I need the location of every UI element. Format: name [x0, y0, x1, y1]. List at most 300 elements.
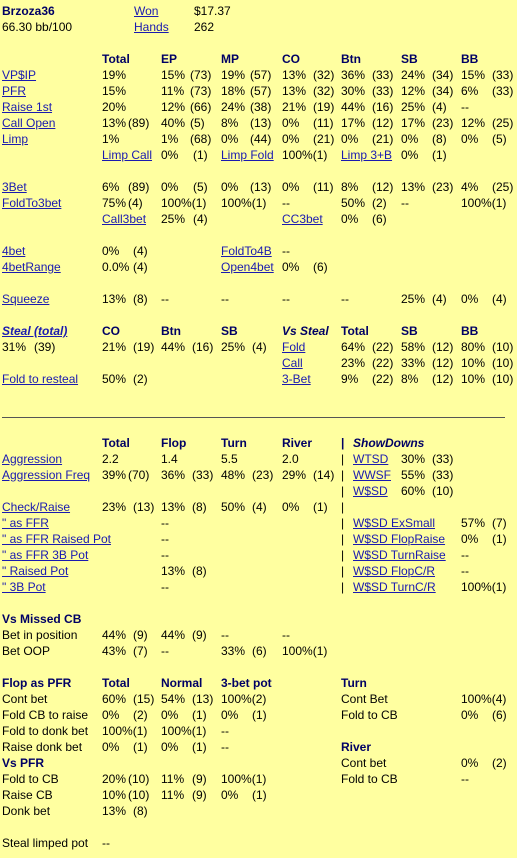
- stat-count: (38): [250, 100, 272, 114]
- stat-value: 17%: [341, 116, 366, 130]
- vs-steal-call-link[interactable]: Call: [282, 356, 303, 370]
- stat-value: 21%: [102, 340, 127, 354]
- as-ffr-link[interactable]: " as FFR: [2, 516, 49, 530]
- stat-count: (16): [372, 100, 394, 114]
- stat-value: 0%: [282, 180, 300, 194]
- stat-count: (33): [432, 468, 454, 482]
- stat-count: (6): [313, 260, 328, 274]
- stat-value: 0%: [282, 260, 300, 274]
- stat-value: 0.0%: [102, 260, 130, 274]
- stat-count: (22): [372, 356, 394, 370]
- stat-value: 0%: [161, 708, 179, 722]
- stat-count: (10): [492, 372, 514, 386]
- stat-count: (12): [372, 116, 394, 130]
- stat-count: (4): [133, 260, 148, 274]
- stat-value: 0%: [341, 132, 359, 146]
- flop-pfr-col-3bet-pot: 3-bet pot: [221, 676, 272, 690]
- steal-total-link[interactable]: Steal (total): [2, 324, 68, 338]
- stat-value: 0%: [161, 180, 179, 194]
- fold-to-4bet-link[interactable]: FoldTo4B: [221, 244, 272, 258]
- steal-col-sb: SB: [221, 324, 238, 338]
- stat-value: --: [161, 516, 169, 530]
- stat-count: (33): [432, 452, 454, 466]
- stat-count: (21): [313, 132, 335, 146]
- stat-value: 0%: [461, 756, 479, 770]
- stat-value: 13%: [401, 180, 426, 194]
- stat-count: (66): [190, 100, 212, 114]
- stat-value: --: [282, 292, 290, 306]
- stat-count: (32): [313, 68, 335, 82]
- pfr-link[interactable]: PFR: [2, 84, 26, 98]
- raise-first-link[interactable]: Raise 1st: [2, 100, 53, 114]
- stat-count: (33): [372, 84, 394, 98]
- col-header-co: CO: [282, 52, 300, 66]
- stat-count: (10): [128, 788, 150, 802]
- stat-value: --: [102, 836, 110, 850]
- stat-count: (34): [432, 68, 454, 82]
- stat-value: 100%(1): [282, 148, 328, 162]
- column-separator: |: [341, 484, 345, 498]
- stat-value: 100%(1): [221, 196, 267, 210]
- stat-count: (8): [133, 804, 148, 818]
- stat-value: 39%: [102, 468, 127, 482]
- stat-value: 8%: [221, 116, 239, 130]
- call-3bet-link[interactable]: Call3bet: [102, 212, 147, 226]
- showdowns-title: ShowDowns: [353, 436, 425, 450]
- stat-count: (12): [432, 356, 454, 370]
- stat-count: (12): [432, 372, 454, 386]
- stat-value: --: [221, 740, 229, 754]
- stat-value: 10%: [461, 372, 486, 386]
- stat-count: (2): [133, 372, 148, 386]
- stat-value: --: [461, 772, 469, 786]
- stat-value: 0%: [221, 788, 239, 802]
- stat-count: (5): [193, 180, 208, 194]
- stat-value: 15%: [161, 68, 186, 82]
- donk-bet-label: Donk bet: [2, 804, 51, 818]
- stat-value: 33%: [401, 356, 426, 370]
- stat-value: 13%: [282, 84, 307, 98]
- river-title: River: [341, 740, 372, 754]
- stat-value: 4%: [461, 180, 479, 194]
- cont-bet-label: Cont bet: [2, 692, 48, 706]
- stat-count: (8): [192, 500, 207, 514]
- stat-count: (12): [432, 340, 454, 354]
- fourbet-link[interactable]: 4bet: [2, 244, 26, 258]
- stat-value: 12%: [461, 116, 486, 130]
- stat-count: (10): [128, 772, 150, 786]
- stat-value: 80%: [461, 340, 486, 354]
- stat-count: (22): [372, 340, 394, 354]
- stat-count: (13): [133, 500, 155, 514]
- stat-value: 13%: [161, 500, 186, 514]
- stat-value: 0%: [282, 116, 300, 130]
- stat-value: --: [161, 532, 169, 546]
- stat-value: 29%: [282, 468, 307, 482]
- stat-value: 100%(1): [102, 724, 148, 738]
- fold-to-3bet-link[interactable]: FoldTo3bet: [2, 196, 62, 210]
- wwsf-link[interactable]: WWSF: [353, 468, 391, 482]
- stat-count: (1): [252, 708, 267, 722]
- stat-value: 25%: [401, 292, 426, 306]
- stat-count: (73): [190, 68, 212, 82]
- stat-count: (11): [313, 116, 334, 130]
- stat-value: 8%: [401, 372, 419, 386]
- stat-count: (9): [192, 628, 207, 642]
- stat-count: (21): [372, 132, 394, 146]
- stat-value: 23%: [341, 356, 366, 370]
- stat-count: (8): [432, 132, 447, 146]
- stat-value: 15%: [102, 84, 127, 98]
- wsd-link[interactable]: W$SD: [353, 484, 388, 498]
- stat-count: (9): [192, 788, 207, 802]
- stat-count: (33): [492, 84, 514, 98]
- stat-count: (2): [133, 708, 148, 722]
- vs-pfr-fold-to-cb-label: Fold to CB: [2, 772, 59, 786]
- stat-value: 0%: [161, 740, 179, 754]
- hands-link[interactable]: Hands: [134, 20, 169, 34]
- stat-value: 13%: [102, 292, 127, 306]
- stat-value: 13%: [161, 564, 186, 578]
- stat-count: (73): [190, 84, 212, 98]
- wsd-flopcr-link[interactable]: W$SD FlopC/R: [353, 564, 436, 578]
- stat-value: 9%: [341, 372, 359, 386]
- turn-fold-to-cb-label: Fold to CB: [341, 708, 398, 722]
- call-open-link[interactable]: Call Open: [2, 116, 56, 130]
- stat-count: (13): [250, 180, 272, 194]
- stat-value: 100%(1): [282, 644, 328, 658]
- stat-value: 24%: [401, 68, 426, 82]
- as-ffr-raised-pot-link[interactable]: " as FFR Raised Pot: [2, 532, 111, 546]
- stat-value: 100%(1): [161, 724, 207, 738]
- pf-col-flop: Flop: [161, 436, 187, 450]
- stat-count: (4): [492, 292, 507, 306]
- stat-count: (5): [492, 132, 507, 146]
- stat-value: 0%: [341, 212, 359, 226]
- stat-count: (89): [128, 180, 150, 194]
- stat-value: 21%: [282, 100, 307, 114]
- stat-value: 0%: [461, 708, 479, 722]
- stat-count: (6): [372, 212, 387, 226]
- wsd-flopraise-link[interactable]: W$SD FlopRaise: [353, 532, 446, 546]
- stat-count: (5): [190, 116, 205, 130]
- fourbet-range-link[interactable]: 4betRange: [2, 260, 61, 274]
- stat-count: (4): [432, 100, 447, 114]
- won-link[interactable]: Won: [134, 4, 159, 18]
- stat-value: 2.2: [102, 452, 119, 466]
- stat-value: --: [161, 548, 169, 562]
- stat-count: (2): [372, 196, 387, 210]
- stat-value: 0%: [282, 500, 300, 514]
- stat-value: 0%: [461, 292, 479, 306]
- stat-value: 25%: [401, 100, 426, 114]
- stat-count: (33): [492, 68, 514, 82]
- stat-value: 100%(4): [461, 692, 507, 706]
- stat-count: (10): [432, 484, 454, 498]
- stat-count: (8): [192, 564, 207, 578]
- stat-value: 50%: [341, 196, 366, 210]
- stat-count: (1): [193, 148, 208, 162]
- stat-value: --: [221, 724, 229, 738]
- stat-count: (15): [133, 692, 155, 706]
- vs-pfr-title: Vs PFR: [2, 756, 45, 770]
- stat-value: --: [221, 628, 229, 642]
- stat-value: --: [161, 292, 169, 306]
- col-header-mp: MP: [221, 52, 239, 66]
- bet-oop-label: Bet OOP: [2, 644, 51, 658]
- stat-value: 100%(1): [461, 580, 507, 594]
- col-header-ep: EP: [161, 52, 178, 66]
- stat-count: (32): [313, 84, 335, 98]
- stat-value: 0%: [102, 740, 120, 754]
- threebet-link[interactable]: 3Bet: [2, 180, 27, 194]
- wsd-turncr-link[interactable]: W$SD TurnC/R: [353, 580, 436, 594]
- column-separator: |: [341, 500, 345, 514]
- stat-count: (4): [252, 340, 267, 354]
- flop-pfr-col-total: Total: [102, 676, 130, 690]
- cc-3bet-link[interactable]: CC3bet: [282, 212, 323, 226]
- steal-col-co: CO: [102, 324, 120, 338]
- stat-count: (10): [492, 356, 514, 370]
- col-header-bb: BB: [461, 52, 479, 66]
- won-value: $17.37: [194, 4, 231, 18]
- column-separator: |: [341, 436, 345, 450]
- aggression-link[interactable]: Aggression: [2, 452, 63, 466]
- wsd-turnraise-link[interactable]: W$SD TurnRaise: [353, 548, 446, 562]
- stat-value: 54%: [161, 692, 186, 706]
- as-ffr-3b-pot-link[interactable]: " as FFR 3B Pot: [2, 548, 89, 562]
- stat-value: 13%: [102, 116, 127, 130]
- stat-value: 0%: [221, 180, 239, 194]
- stat-count: (34): [432, 84, 454, 98]
- steal-limped-pot-label: Steal limped pot: [2, 836, 89, 850]
- stat-value: 2.0: [282, 452, 299, 466]
- stat-value: --: [161, 580, 169, 594]
- stat-count: (68): [190, 132, 212, 146]
- stat-value: 11%: [161, 84, 185, 98]
- stat-value: 24%: [221, 100, 246, 114]
- stat-count: (9): [192, 772, 207, 786]
- vs-steal-col-bb: BB: [461, 324, 479, 338]
- vs-steal-3bet-link[interactable]: 3-Bet: [282, 372, 311, 386]
- stat-count: (11): [313, 180, 334, 194]
- flop-as-pfr-title: Flop as PFR: [2, 676, 72, 690]
- column-separator: |: [341, 516, 345, 530]
- vs-steal-title: Vs Steal: [282, 324, 329, 338]
- stat-value: 64%: [341, 340, 366, 354]
- vs-steal-col-sb: SB: [401, 324, 418, 338]
- stat-value: 19%: [221, 68, 246, 82]
- fold-to-donk-bet-label: Fold to donk bet: [2, 724, 89, 738]
- stat-value: --: [161, 644, 169, 658]
- stat-value: 100%(2): [221, 692, 267, 706]
- column-separator: |: [341, 564, 345, 578]
- vs-steal-fold-link[interactable]: Fold: [282, 340, 306, 354]
- pf-col-total: Total: [102, 436, 130, 450]
- stat-count: (1): [192, 740, 207, 754]
- stat-value: 0%: [161, 148, 179, 162]
- stat-value: 0%: [401, 132, 419, 146]
- stat-count: (4): [252, 500, 267, 514]
- fold-to-resteal-link[interactable]: Fold to resteal: [2, 372, 79, 386]
- stat-value: 55%: [401, 468, 426, 482]
- stat-count: (1): [313, 500, 328, 514]
- turn-cont-bet-label: Cont Bet: [341, 692, 388, 706]
- stat-value: 0%: [461, 532, 479, 546]
- stat-value: 5.5: [221, 452, 238, 466]
- river-cont-bet-label: Cont bet: [341, 756, 387, 770]
- stat-value: 20%: [102, 772, 127, 786]
- stat-count: (4): [128, 196, 143, 210]
- stat-value: 44%: [341, 100, 366, 114]
- stat-count: (23): [432, 180, 454, 194]
- stat-value: 10%: [461, 356, 486, 370]
- stat-value: 1.4: [161, 452, 178, 466]
- vs-pfr-raise-cb-label: Raise CB: [2, 788, 53, 802]
- stat-value: 18%: [221, 84, 246, 98]
- pf-col-turn: Turn: [221, 436, 247, 450]
- stat-value: 25%: [221, 340, 246, 354]
- stat-value: --: [461, 100, 469, 114]
- stat-value: --: [221, 292, 229, 306]
- stat-value: 17%: [401, 116, 426, 130]
- wtsd-link[interactable]: WTSD: [353, 452, 389, 466]
- stat-count: (8): [133, 292, 148, 306]
- flop-pfr-col-normal: Normal: [161, 676, 203, 690]
- stat-value: 15%: [461, 68, 486, 82]
- stat-value: 50%: [102, 372, 127, 386]
- three-bet-pot-link[interactable]: " 3B Pot: [2, 580, 46, 594]
- stat-value: 10%: [102, 788, 127, 802]
- stat-value: 1%: [102, 132, 120, 146]
- stat-count: (33): [192, 468, 214, 482]
- stat-value: --: [461, 548, 469, 562]
- limp-link[interactable]: Limp: [2, 132, 29, 146]
- stat-count: (4): [193, 212, 208, 226]
- stat-value: 0%: [282, 132, 300, 146]
- stat-value: --: [341, 292, 349, 306]
- stat-value: 44%: [161, 340, 186, 354]
- stat-value: 19%: [102, 68, 127, 82]
- check-raise-link[interactable]: Check/Raise: [2, 500, 71, 514]
- stat-value: 23%: [102, 500, 127, 514]
- column-separator: |: [341, 532, 345, 546]
- stat-count: (57): [250, 84, 272, 98]
- vs-missed-cb-title: Vs Missed CB: [2, 612, 82, 626]
- stat-value: 0%: [102, 244, 120, 258]
- open-4bet-link[interactable]: Open4bet: [221, 260, 274, 274]
- stat-count: (2): [492, 756, 507, 770]
- col-header-total: Total: [102, 52, 130, 66]
- section-divider: [2, 417, 505, 418]
- stat-value: 11%: [161, 772, 185, 786]
- stat-value: 60%: [401, 484, 426, 498]
- stat-count: (6): [492, 708, 507, 722]
- stat-count: (39): [34, 340, 56, 354]
- stat-value: 75%: [102, 196, 127, 210]
- stat-value: 50%: [221, 500, 246, 514]
- stat-value: 100%(1): [221, 772, 267, 786]
- stat-count: (1): [432, 148, 447, 162]
- stat-count: (33): [372, 68, 394, 82]
- stat-value: 44%: [102, 628, 127, 642]
- stat-value: 100%(1): [461, 196, 507, 210]
- fold-cb-to-raise-label: Fold CB to raise: [2, 708, 89, 722]
- stat-count: (9): [133, 628, 148, 642]
- stat-value: 12%: [161, 100, 186, 114]
- stat-value: 58%: [401, 340, 426, 354]
- column-separator: |: [341, 468, 345, 482]
- bet-in-position-label: Bet in position: [2, 628, 78, 642]
- stat-count: (10): [492, 340, 514, 354]
- limp-3bet-link[interactable]: Limp 3+B: [341, 148, 393, 162]
- wsd-exsmall-link[interactable]: W$SD ExSmall: [353, 516, 436, 530]
- stat-value: 36%: [341, 68, 366, 82]
- stat-value: --: [461, 564, 469, 578]
- hands-value: 262: [194, 20, 215, 34]
- stat-value: 60%: [102, 692, 127, 706]
- stat-count: (1): [252, 788, 267, 802]
- stat-value: 0%: [461, 132, 479, 146]
- limp-call-link[interactable]: Limp Call: [102, 148, 153, 162]
- vpip-link[interactable]: VP$IP: [2, 68, 37, 82]
- player-name: Brzoza36: [2, 4, 55, 18]
- raise-donk-bet-label: Raise donk bet: [2, 740, 83, 754]
- stat-value: 36%: [161, 468, 186, 482]
- bb-per-100: 66.30 bb/100: [2, 20, 73, 34]
- stat-value: --: [282, 244, 290, 258]
- stat-count: (7): [492, 516, 507, 530]
- stat-value: 57%: [461, 516, 486, 530]
- stat-value: 20%: [102, 100, 127, 114]
- squeeze-link[interactable]: Squeeze: [2, 292, 50, 306]
- stat-count: (12): [372, 180, 394, 194]
- stat-value: 11%: [161, 788, 185, 802]
- raised-pot-link[interactable]: " Raised Pot: [2, 564, 69, 578]
- stat-count: (4): [133, 244, 148, 258]
- aggression-freq-link[interactable]: Aggression Freq: [2, 468, 91, 482]
- stat-value: 30%: [341, 84, 366, 98]
- stat-count: (25): [492, 116, 514, 130]
- stat-count: (4): [432, 292, 447, 306]
- stat-value: 44%: [161, 628, 186, 642]
- stat-value: 25%: [161, 212, 186, 226]
- turn-title: Turn: [341, 676, 367, 690]
- river-fold-to-cb-label: Fold to CB: [341, 772, 398, 786]
- stat-value: 12%: [401, 84, 426, 98]
- stat-value: 13%: [282, 68, 307, 82]
- stat-value: 0%: [401, 148, 419, 162]
- stat-count: (14): [313, 468, 335, 482]
- stat-count: (57): [250, 68, 272, 82]
- stat-value: 0%: [221, 132, 239, 146]
- stat-value: 13%: [102, 804, 127, 818]
- col-header-btn: Btn: [341, 52, 361, 66]
- steal-col-btn: Btn: [161, 324, 181, 338]
- stat-count: (19): [313, 100, 335, 114]
- stat-count: (16): [192, 340, 214, 354]
- stat-count: (70): [128, 468, 150, 482]
- stat-count: (1): [133, 740, 148, 754]
- pf-col-river: River: [282, 436, 313, 450]
- vs-steal-col-total: Total: [341, 324, 369, 338]
- stat-value: --: [401, 196, 409, 210]
- stat-count: (23): [432, 116, 454, 130]
- stat-value: 0%: [221, 708, 239, 722]
- stat-value: --: [282, 628, 290, 642]
- limp-fold-link[interactable]: Limp Fold: [221, 148, 274, 162]
- column-separator: |: [341, 452, 345, 466]
